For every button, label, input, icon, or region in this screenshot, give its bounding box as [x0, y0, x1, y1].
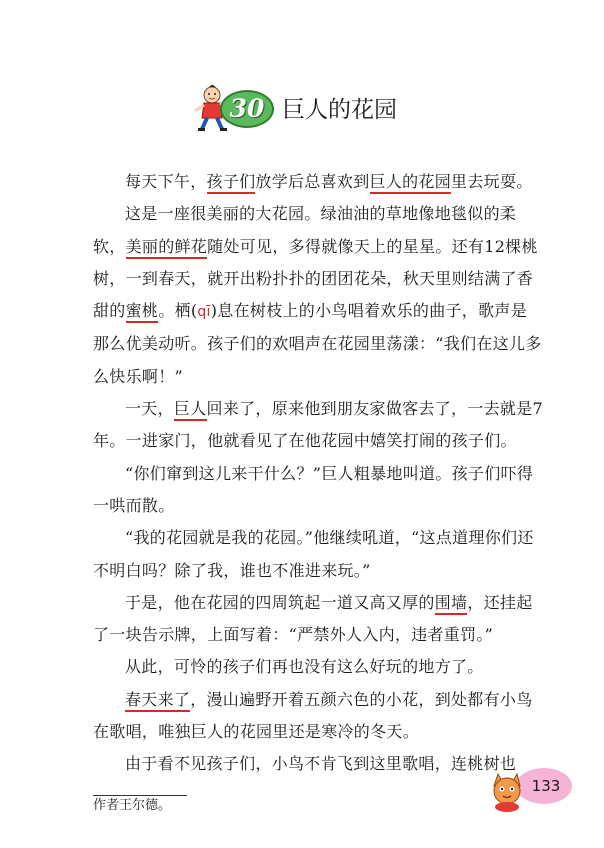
underlined-phrase: 孩子们: [207, 172, 256, 194]
lesson-header: [190, 84, 430, 134]
underlined-phrase: 巨人的花园: [370, 172, 452, 194]
footnote-divider: [93, 795, 187, 796]
page-number: 133: [531, 777, 561, 795]
paragraph-8: 春天来了，漫山遍野开着五颜六色的小花，到处都有小鸟在歌唱，唯独巨人的花园里还是寒冷的冬天。: [93, 689, 533, 742]
paragraph-9: 由于看不见孩子们，小鸟不肯飞到这里歌唱，连桃树也: [125, 754, 517, 774]
underlined-phrase: 美丽的鲜花: [126, 237, 208, 259]
underlined-phrase: 春天来了: [125, 690, 190, 712]
paragraph-1: 每天下午，孩子们放学后总喜欢到巨人的花园里去玩耍。: [93, 166, 543, 198]
story-text: [93, 166, 543, 781]
paragraph-6: 于是，他在花园的四周筑起一道又高又厚的围墙，还挂起了一块告示牌，上面写着：“严禁外人入内，违者重罚。”: [93, 592, 533, 645]
pinyin-annotation: qī: [197, 304, 211, 321]
lesson-number: 30: [229, 94, 265, 123]
paragraph-2: 这是一座很美丽的大花园。绿油油的草地像地毯似的柔软，美丽的鲜花随处可见，多得就像天上的星星。还有12棵桃树，一到春天，就开出粉扑扑的团团花朵，秋天里则结满了香甜的蜜桃。栖(qī)息在树枝上的小鸟唱着欢乐的曲子，歌声是那么优美动听。孩子们的欢唱声在花园里荡漾：“我们在这儿多么快乐啊！”: [93, 204, 542, 386]
lesson-title: 巨人的花园: [282, 97, 397, 123]
paragraph-4: “你们窜到这儿来干什么？”巨人粗暴地叫道。孩子们吓得一哄而散。: [93, 463, 534, 515]
paragraph-7: 从此，可怜的孩子们再也没有这么好玩的地方了。: [125, 657, 484, 677]
paragraph-3: 一天，巨人回来了，原来他到朋友家做客去了，一去就是7年。一进家门，他就看见了在他花园中嬉笑打闹的孩子们。: [93, 399, 543, 451]
underlined-phrase: 围墙: [435, 593, 468, 615]
underlined-phrase: 蜜桃: [126, 301, 159, 323]
underlined-phrase: 巨人: [174, 399, 207, 421]
paragraph-5: “我的花园就是我的花园。”他继续吼道，“这点道理你们还不明白吗？除了我，谁也不准进来玩。”: [93, 528, 534, 580]
footnote: 作者王尔德。: [93, 798, 172, 813]
